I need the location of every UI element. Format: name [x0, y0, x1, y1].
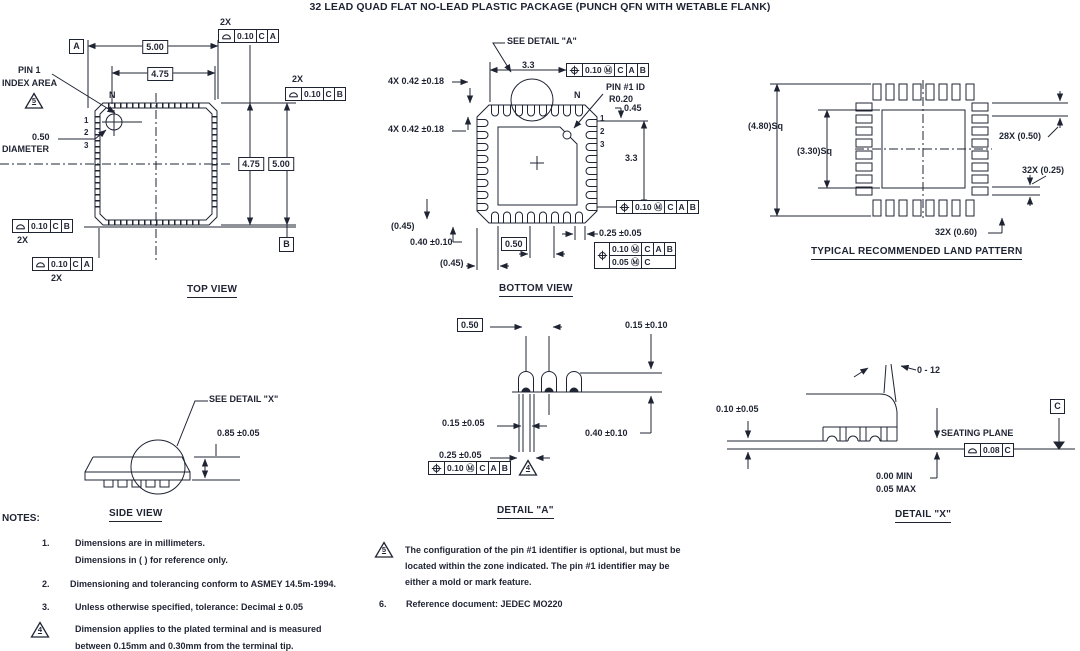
note-3-line-1: Unless otherwise specified, tolerance: Decimal ± 0.05 — [75, 602, 304, 612]
fcf-tolerance: 0.10 Ⓜ — [610, 243, 642, 255]
fcf-profile-008c — [964, 443, 1014, 457]
pin-number-2: 2 — [600, 127, 605, 136]
dim-045-corner: 0.45 — [624, 103, 642, 113]
dim-500-horizontal: 5.00 — [142, 40, 168, 54]
dim-040-010: 0.40 ±0.10 — [410, 237, 453, 247]
fcf-datum: A — [654, 243, 665, 255]
note-1-line-1: Dimensions are in millimeters. — [75, 538, 206, 548]
fcf-datum: B — [501, 463, 508, 473]
fcf-datum: C — [665, 201, 676, 213]
dim-330-sq: (3.30)Sq — [797, 146, 833, 156]
fcf-datum: B — [689, 202, 696, 212]
fcf-row-1 — [610, 243, 675, 256]
note-flag-5 — [24, 92, 44, 110]
position-symbol-icon — [567, 64, 583, 76]
land-pattern-drawing — [770, 80, 1068, 233]
dim-085-005: 0.85 ±0.05 — [217, 428, 260, 438]
fcf-profile-010ca-bottom — [32, 257, 93, 271]
fcf-tolerance: 0.10 Ⓜ — [445, 462, 477, 474]
fcf-tolerance: 0.10 — [302, 88, 324, 100]
lead-width-dim-2: 4X 0.42 ±0.18 — [388, 124, 444, 134]
fcf-datum: C — [71, 258, 82, 270]
dim-045-left: (0.45) — [391, 221, 415, 231]
position-symbol-icon — [429, 462, 445, 474]
pin1-id-label: PIN #1 ID — [606, 82, 646, 92]
side-view-caption: SIDE VIEW — [109, 508, 162, 522]
diameter-value: 0.50 — [32, 132, 50, 142]
drawing-title: 32 LEAD QUAD FLAT NO-LEAD PLASTIC PACKAGE (PUNCH QFN WITH WETABLE FLANK) — [309, 1, 771, 13]
side-view-drawing — [85, 401, 240, 494]
fcf-datum: A — [677, 201, 688, 213]
detail-x-dim-010-005: 0.10 ±0.05 — [716, 404, 759, 414]
fcf-datum: C — [642, 243, 653, 255]
dim-050-pitch-box: 0.50 — [501, 237, 527, 251]
detail-x-dim-000-min: 0.00 MIN — [876, 471, 913, 481]
fcf-datum: C — [644, 257, 651, 267]
position-symbol-icon — [595, 243, 610, 268]
fcf-datum: B — [63, 221, 70, 231]
flag-number: 5 — [381, 545, 387, 554]
profile-symbol-icon — [33, 258, 49, 270]
diameter-word: DIAMETER — [2, 144, 49, 154]
fcf-tolerance: 0.08 — [981, 444, 1003, 456]
fcf-datum: C — [257, 30, 268, 42]
pin-number-1: 1 — [84, 116, 89, 125]
datum-c-box: C — [1050, 399, 1065, 414]
note-5-line-3: either a mold or mark feature. — [405, 577, 532, 587]
dim-045-bottom: (0.45) — [440, 258, 464, 268]
fcf-tolerance: 0.10 Ⓜ — [633, 201, 665, 213]
note-1-line-2: Dimensions in ( ) for reference only. — [75, 555, 228, 565]
fcf-tolerance: 0.10 — [235, 30, 257, 42]
profile-symbol-icon — [13, 220, 29, 232]
fcf-datum: C — [324, 88, 335, 100]
fcf-position-010mcab-top — [566, 63, 649, 77]
seating-plane-label: SEATING PLANE — [941, 428, 1014, 438]
pin-n-label-bottom-view: N — [574, 90, 581, 100]
qty-2x-bl1: 2X — [17, 235, 29, 245]
datum-a-box: A — [69, 39, 84, 54]
fcf-position-010mcab-right — [616, 200, 699, 214]
datum-b-box: B — [279, 237, 294, 252]
fcf-profile-010cb-bottom — [12, 219, 73, 233]
fcf-position-double-row — [594, 242, 676, 269]
fcf-tolerance: 0.10 Ⓜ — [583, 64, 615, 76]
fcf-datum: C — [615, 64, 626, 76]
fcf-position-detail-a — [428, 461, 511, 475]
fcf-datum: C — [477, 462, 488, 474]
pin1-index-label-2: INDEX AREA — [2, 78, 58, 88]
position-symbol-icon — [617, 201, 633, 213]
dim-475-vertical: 4.75 — [238, 157, 264, 171]
detail-x-angle: 0 - 12 — [917, 365, 941, 375]
dim-500-vertical: 5.00 — [268, 157, 294, 171]
fcf-tolerance: 0.05 Ⓜ — [610, 256, 642, 268]
profile-symbol-icon — [965, 444, 981, 456]
fcf-datum: A — [489, 462, 500, 474]
fcf-datum: C — [51, 220, 62, 232]
dim-28x-050: 28X (0.50) — [999, 131, 1042, 141]
flag-number: 4 — [525, 463, 531, 472]
notes-heading: NOTES: — [2, 513, 40, 524]
fcf-datum: B — [666, 244, 673, 254]
note-1-number: 1. — [42, 538, 50, 548]
note-2-number: 2. — [42, 579, 50, 589]
fcf-datum: A — [269, 31, 276, 41]
note-4-line-1: Dimension applies to the plated terminal and is measured — [75, 624, 322, 634]
fcf-profile-010cb-right — [285, 87, 346, 101]
note-5-line-2: located within the zone indicated. The pin #1 identifier may be — [405, 561, 670, 571]
note-flag-4 — [518, 459, 538, 477]
detail-a-drawing — [490, 327, 662, 458]
fcf-profile-010ca-top — [218, 29, 279, 43]
pin1-index-label-1: PIN 1 — [18, 65, 41, 75]
fcf-tolerance: 0.10 — [29, 220, 51, 232]
note-2-line-1: Dimensioning and tolerancing conform to ASMEY 14.5m-1994. — [70, 579, 337, 589]
dim-480-sq: (4.80)Sq — [748, 121, 784, 131]
flag-number: 5 — [31, 96, 37, 105]
land-pattern-caption: TYPICAL RECOMMENDED LAND PATTERN — [811, 246, 1022, 260]
flag-number: 4 — [37, 625, 43, 634]
note-3-number: 3. — [42, 602, 50, 612]
pin1-id-radius: R0.20 — [609, 94, 634, 104]
note-6-number: 6. — [379, 599, 387, 609]
fcf-row-2 — [610, 256, 675, 268]
dim-33-right: 3.3 — [625, 153, 638, 163]
fcf-datum: C — [1004, 445, 1011, 455]
profile-symbol-icon — [219, 30, 235, 42]
pin-n-label-top-view: N — [109, 90, 116, 100]
detail-x-drawing — [727, 364, 1075, 478]
profile-symbol-icon — [286, 88, 302, 100]
detail-a-dim-025-005: 0.25 ±0.05 — [439, 450, 482, 460]
detail-a-dim-015-005: 0.15 ±0.05 — [442, 418, 485, 428]
dim-475-horizontal: 4.75 — [147, 67, 173, 81]
detail-a-caption: DETAIL "A" — [497, 505, 554, 519]
detail-x-dim-005-max: 0.05 MAX — [876, 484, 917, 494]
qty-2x-right: 2X — [292, 74, 304, 84]
see-detail-a-callout: SEE DETAIL "A" — [507, 36, 577, 46]
detail-a-dim-040-010: 0.40 ±0.10 — [585, 428, 628, 438]
dim-32x-025: 32X (0.25) — [1022, 165, 1065, 175]
note-flag-5-notes — [374, 541, 394, 559]
detail-a-dim-015-010: 0.15 ±0.10 — [625, 320, 668, 330]
note-6-line-1: Reference document: JEDEC MO220 — [406, 599, 563, 609]
pin-number-3: 3 — [600, 140, 605, 149]
top-view-caption: TOP VIEW — [187, 284, 237, 298]
detail-a-dim-050-box: 0.50 — [457, 318, 483, 332]
note-flag-4-notes — [30, 621, 50, 639]
qty-2x-bl2: 2X — [51, 273, 63, 283]
pin-number-3: 3 — [84, 141, 89, 150]
detail-x-caption: DETAIL "X" — [895, 509, 951, 523]
lead-width-dim-1: 4X 0.42 ±0.18 — [388, 76, 444, 86]
pin-number-1: 1 — [600, 114, 605, 123]
pin-number-2: 2 — [84, 128, 89, 137]
fcf-datum: B — [336, 89, 343, 99]
dim-33-top: 3.3 — [522, 60, 535, 70]
dim-32x-060: 32X (0.60) — [935, 227, 978, 237]
qty-2x-top: 2X — [220, 17, 232, 27]
fcf-datum: B — [639, 65, 646, 75]
see-detail-x-callout: SEE DETAIL "X" — [209, 394, 279, 404]
bottom-view-caption: BOTTOM VIEW — [499, 283, 573, 297]
fcf-datum: A — [627, 64, 638, 76]
note-4-line-2: between 0.15mm and 0.30mm from the terminal tip. — [75, 641, 294, 651]
note-5-line-1: The configuration of the pin #1 identifier is optional, but must be — [405, 545, 681, 555]
fcf-tolerance: 0.10 — [49, 258, 71, 270]
fcf-datum: A — [83, 259, 90, 269]
dim-025-005: 0.25 ±0.05 — [599, 228, 642, 238]
